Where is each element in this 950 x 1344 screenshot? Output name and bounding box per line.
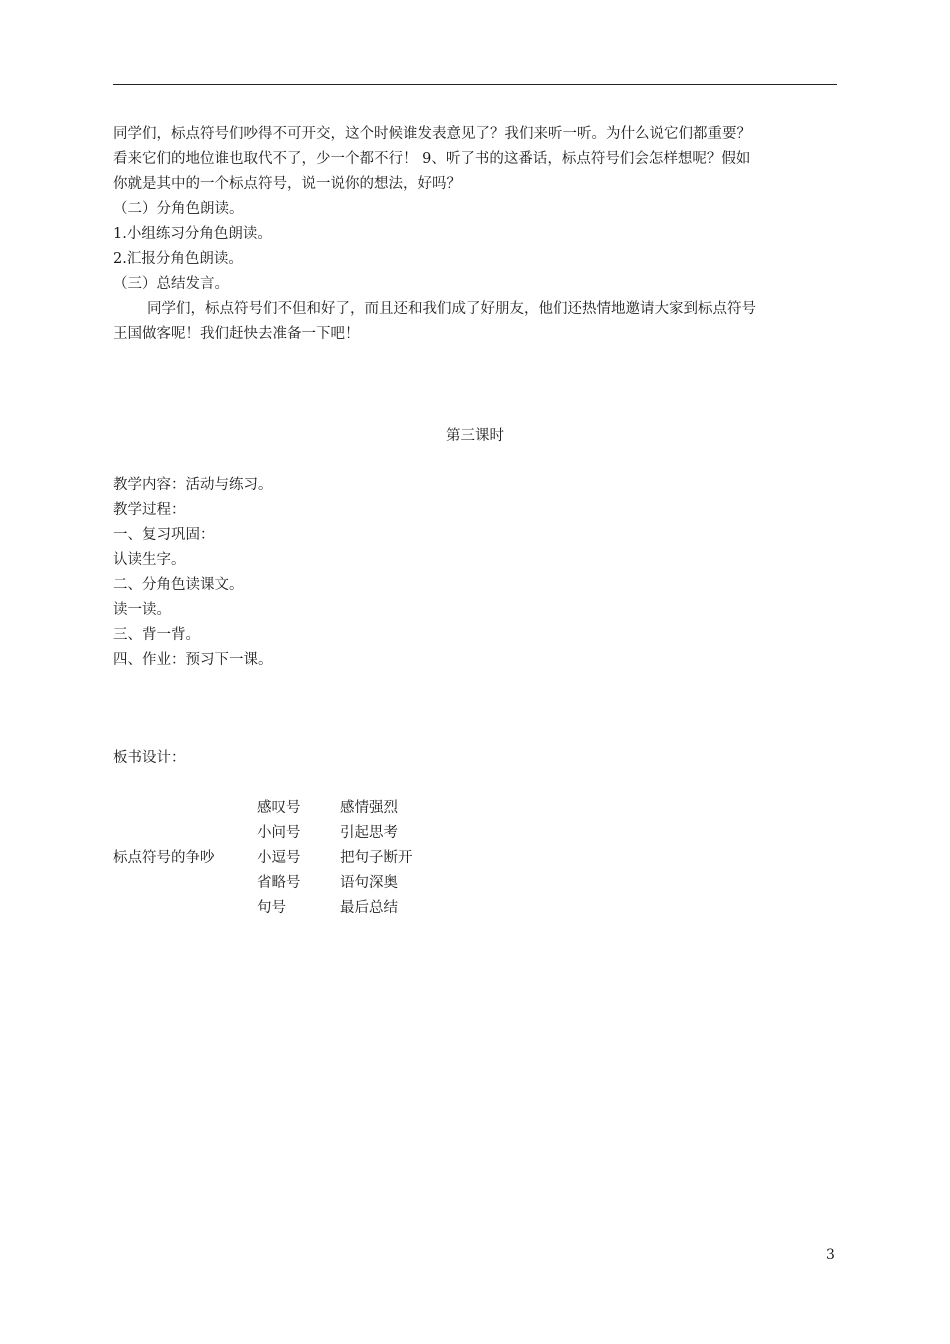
board-desc: 最后总结 xyxy=(340,900,398,916)
board-label: 板书设计： xyxy=(113,750,186,766)
paragraph-line: 同学们，标点符号们吵得不可开交，这个时候谁发表意见了？我们来听一听。为什么说它们都重要？ xyxy=(113,126,751,142)
paragraph-line: 同学们，标点符号们不但和好了，而且还和我们成了好朋友，他们还热情地邀请大家到标点符号 xyxy=(147,301,756,317)
board-desc: 引起思考 xyxy=(340,825,398,841)
list-item: 2.汇报分角色朗读。 xyxy=(113,251,243,267)
list-item: 1.小组练习分角色朗读。 xyxy=(113,226,272,242)
subheading: （三）总结发言。 xyxy=(113,276,229,292)
board-label-block xyxy=(113,746,839,771)
board-mark: 小逗号 xyxy=(257,850,301,866)
text-line: 二、分角色读课文。 xyxy=(113,577,244,593)
header-rule xyxy=(113,84,837,85)
paragraph-line: 王国做客呢！我们赶快去准备一下吧！ xyxy=(113,326,360,342)
text-line: 教学过程： xyxy=(113,502,186,518)
board-design xyxy=(113,796,513,926)
paragraph-line: 你就是其中的一个标点符号，说一说你的想法，好吗？ xyxy=(113,176,461,192)
board-mark: 句号 xyxy=(257,900,286,916)
page-number: 3 xyxy=(826,1247,835,1263)
board-mark: 小问号 xyxy=(257,825,301,841)
board-mark: 省略号 xyxy=(257,875,301,891)
section-1 xyxy=(113,122,839,347)
section-2 xyxy=(113,473,839,673)
text-line: 一、复习巩固： xyxy=(113,527,215,543)
text-line: 读一读。 xyxy=(113,602,171,618)
board-desc: 语句深奥 xyxy=(340,875,398,891)
board-mark: 感叹号 xyxy=(257,800,301,816)
text-line: 认读生字。 xyxy=(113,552,186,568)
board-desc: 把句子断开 xyxy=(340,850,413,866)
lesson-title: 第三课时 xyxy=(446,428,504,444)
paragraph-line: 看来它们的地位谁也取代不了，少一个都不行！ 9、听了书的这番话，标点符号们会怎样想呢？假如 xyxy=(113,151,751,167)
text-line: 四、作业：预习下一课。 xyxy=(113,652,273,668)
text-line: 教学内容：活动与练习。 xyxy=(113,477,273,493)
board-desc: 感情强烈 xyxy=(340,800,398,816)
subheading: （二）分角色朗读。 xyxy=(113,201,244,217)
board-main-title: 标点符号的争吵 xyxy=(113,850,215,866)
text-line: 三、背一背。 xyxy=(113,627,200,643)
